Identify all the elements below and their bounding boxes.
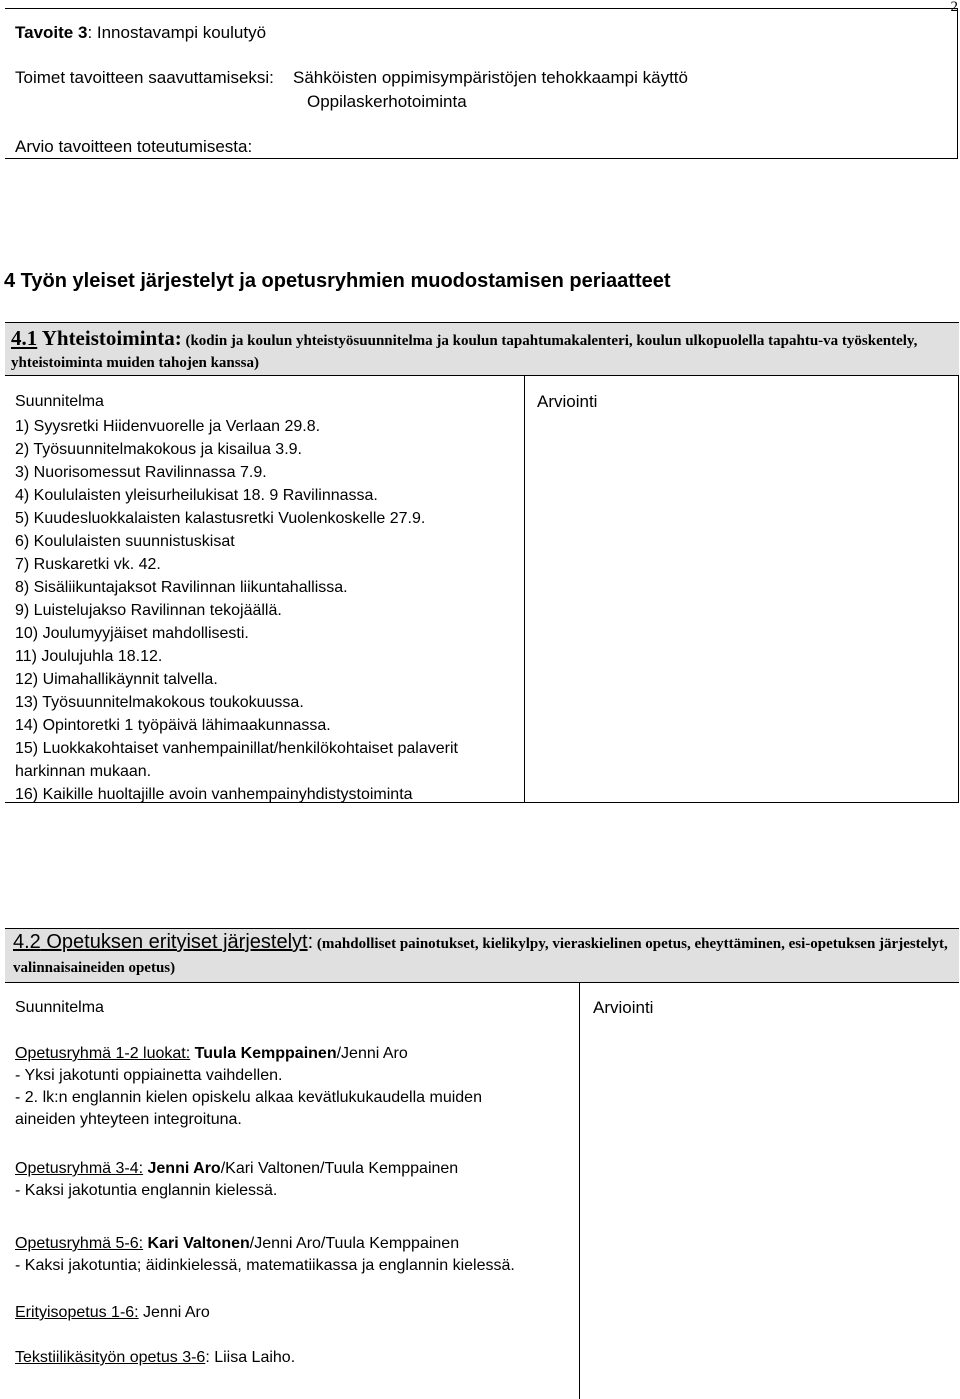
page-number: 2 bbox=[950, 0, 958, 15]
group-line: - Yksi jakotunti oppiainetta vaihdellen. bbox=[15, 1067, 283, 1084]
list-item: 10) Joulumyyjäiset mahdollisesti. bbox=[15, 625, 249, 642]
group-line: - 2. lk:n englannin kielen opiskelu alkaa kevätlukukaudella muiden bbox=[15, 1089, 482, 1106]
list-item: 8) Sisäliikuntajaksot Ravilinnan liikuntahallissa. bbox=[15, 579, 348, 596]
special-education: Erityisopetus 1-6: Jenni Aro bbox=[15, 1304, 210, 1321]
group-5-6 bbox=[15, 1233, 515, 1277]
section-42-plan-header: Suunnitelma bbox=[15, 999, 104, 1016]
section-42-name: Opetuksen erityiset järjestelyt bbox=[40, 931, 308, 953]
list-item: 1) Syysretki Hiidenvuorelle ja Verlaan 29.8. bbox=[15, 418, 321, 435]
list-item: 15) Luokkakohtaiset vanhempainillat/henkilökohtaiset palaverit bbox=[15, 740, 458, 757]
goal-actions-label: Toimet tavoitteen saavuttamiseksi: bbox=[15, 68, 274, 87]
list-item: 6) Koululaisten suunnistuskisat bbox=[15, 533, 235, 550]
section-41-eval-header: Arviointi bbox=[537, 392, 598, 411]
section-41-name: Yhteistoiminta bbox=[37, 326, 175, 350]
section-42-description: (mahdolliset painotukset, kielikylpy, vieraskielinen opetus, eheyttäminen, esi-opetuksen järjestelyt, valinnaisaineiden opetus) bbox=[13, 936, 948, 976]
group-heading: Opetusryhmä 5-6: Kari Valtonen/Jenni Aro/Tuula Kemppainen bbox=[15, 1235, 460, 1252]
textile-teaching: Tekstiilikäsityön opetus 3-6: Liisa Laiho. bbox=[15, 1349, 296, 1366]
list-item: 3) Nuorisomessut Ravilinnassa 7.9. bbox=[15, 464, 267, 481]
goal-title bbox=[15, 22, 266, 44]
list-item: 14) Opintoretki 1 työpäivä lähimaakunnassa. bbox=[15, 717, 331, 734]
list-item: 16) Kaikille huoltajille avoin vanhempainyhdistystoiminta bbox=[15, 786, 413, 803]
group-line: - Kaksi jakotuntia; äidinkielessä, matematiikassa ja englannin kielessä. bbox=[15, 1257, 515, 1274]
section-41-title: 4.1 Yhteistoiminta: (kodin ja koulun yhteistyösuunnitelma ja koulun tapahtumakalenteri, koulun ulkopuolella tapahtu-va työskentely, yhteistoiminta muiden tahojen kanssa) bbox=[11, 326, 918, 371]
section-42-eval-header: Arviointi bbox=[593, 998, 654, 1017]
group-heading: Opetusryhmä 3-4: Jenni Aro/Kari Valtonen/Tuula Kemppainen bbox=[15, 1160, 459, 1177]
list-item: 7) Ruskaretki vk. 42. bbox=[15, 556, 161, 573]
list-item: 12) Uimahallikäynnit talvella. bbox=[15, 671, 218, 688]
section-42-number: 4.2 bbox=[13, 931, 41, 953]
group-1-2 bbox=[15, 1043, 482, 1131]
section-41-column-divider bbox=[524, 376, 525, 803]
list-item: 5) Kuudesluokkalaisten kalastusretki Vuolenkoskelle 27.9. bbox=[15, 510, 426, 527]
goal-evaluation-label: Arvio tavoitteen toteutumisesta: bbox=[15, 137, 253, 156]
group-heading: Opetusryhmä 1-2 luokat: Tuula Kemppainen/Jenni Aro bbox=[15, 1045, 408, 1062]
goal-action-2: Oppilaskerhotoiminta bbox=[307, 92, 467, 111]
list-item: 11) Joulujuhla 18.12. bbox=[15, 648, 163, 665]
section-41-description: (kodin ja koulun yhteistyösuunnitelma ja koulun tapahtumakalenteri, koulun ulkopuolella tapahtu-va työskentely, yhteistoiminta muiden tahojen kanssa) bbox=[11, 333, 918, 371]
list-item: harkinnan mukaan. bbox=[15, 763, 152, 780]
group-3-4 bbox=[15, 1158, 458, 1202]
list-item: 4) Koululaisten yleisurheilukisat 18. 9 Ravilinnassa. bbox=[15, 487, 378, 504]
chapter-title: 4 Työn yleiset järjestelyt ja opetusryhmien muodostamisen periaatteet bbox=[4, 270, 671, 292]
section-41-list bbox=[15, 415, 458, 806]
goal-label: Tavoite 3 bbox=[15, 23, 88, 42]
goal-action-1: Sähköisten oppimisympäristöjen tehokkaampi käyttö bbox=[293, 68, 688, 87]
section-42-column-divider bbox=[579, 983, 580, 1399]
goal-text: : Innostavampi koulutyö bbox=[87, 23, 267, 42]
group-line: - Kaksi jakotuntia englannin kielessä. bbox=[15, 1182, 278, 1199]
section-41-number: 4.1 bbox=[11, 326, 38, 350]
list-item: 2) Työsuunnitelmakokous ja kisailua 3.9. bbox=[15, 441, 302, 458]
group-line: aineiden yhteyteen integroituna. bbox=[15, 1111, 242, 1128]
section-41-plan-header: Suunnitelma bbox=[15, 393, 104, 410]
list-item: 13) Työsuunnitelmakokous toukokuussa. bbox=[15, 694, 304, 711]
list-item: 9) Luistelujakso Ravilinnan tekojäällä. bbox=[15, 602, 282, 619]
section-42-title: 4.2 Opetuksen erityiset järjestelyt: (mahdolliset painotukset, kielikylpy, vieraskielinen opetus, eheyttäminen, esi-opetuksen järjestelyt, valinnaisaineiden opetus) bbox=[13, 931, 948, 976]
